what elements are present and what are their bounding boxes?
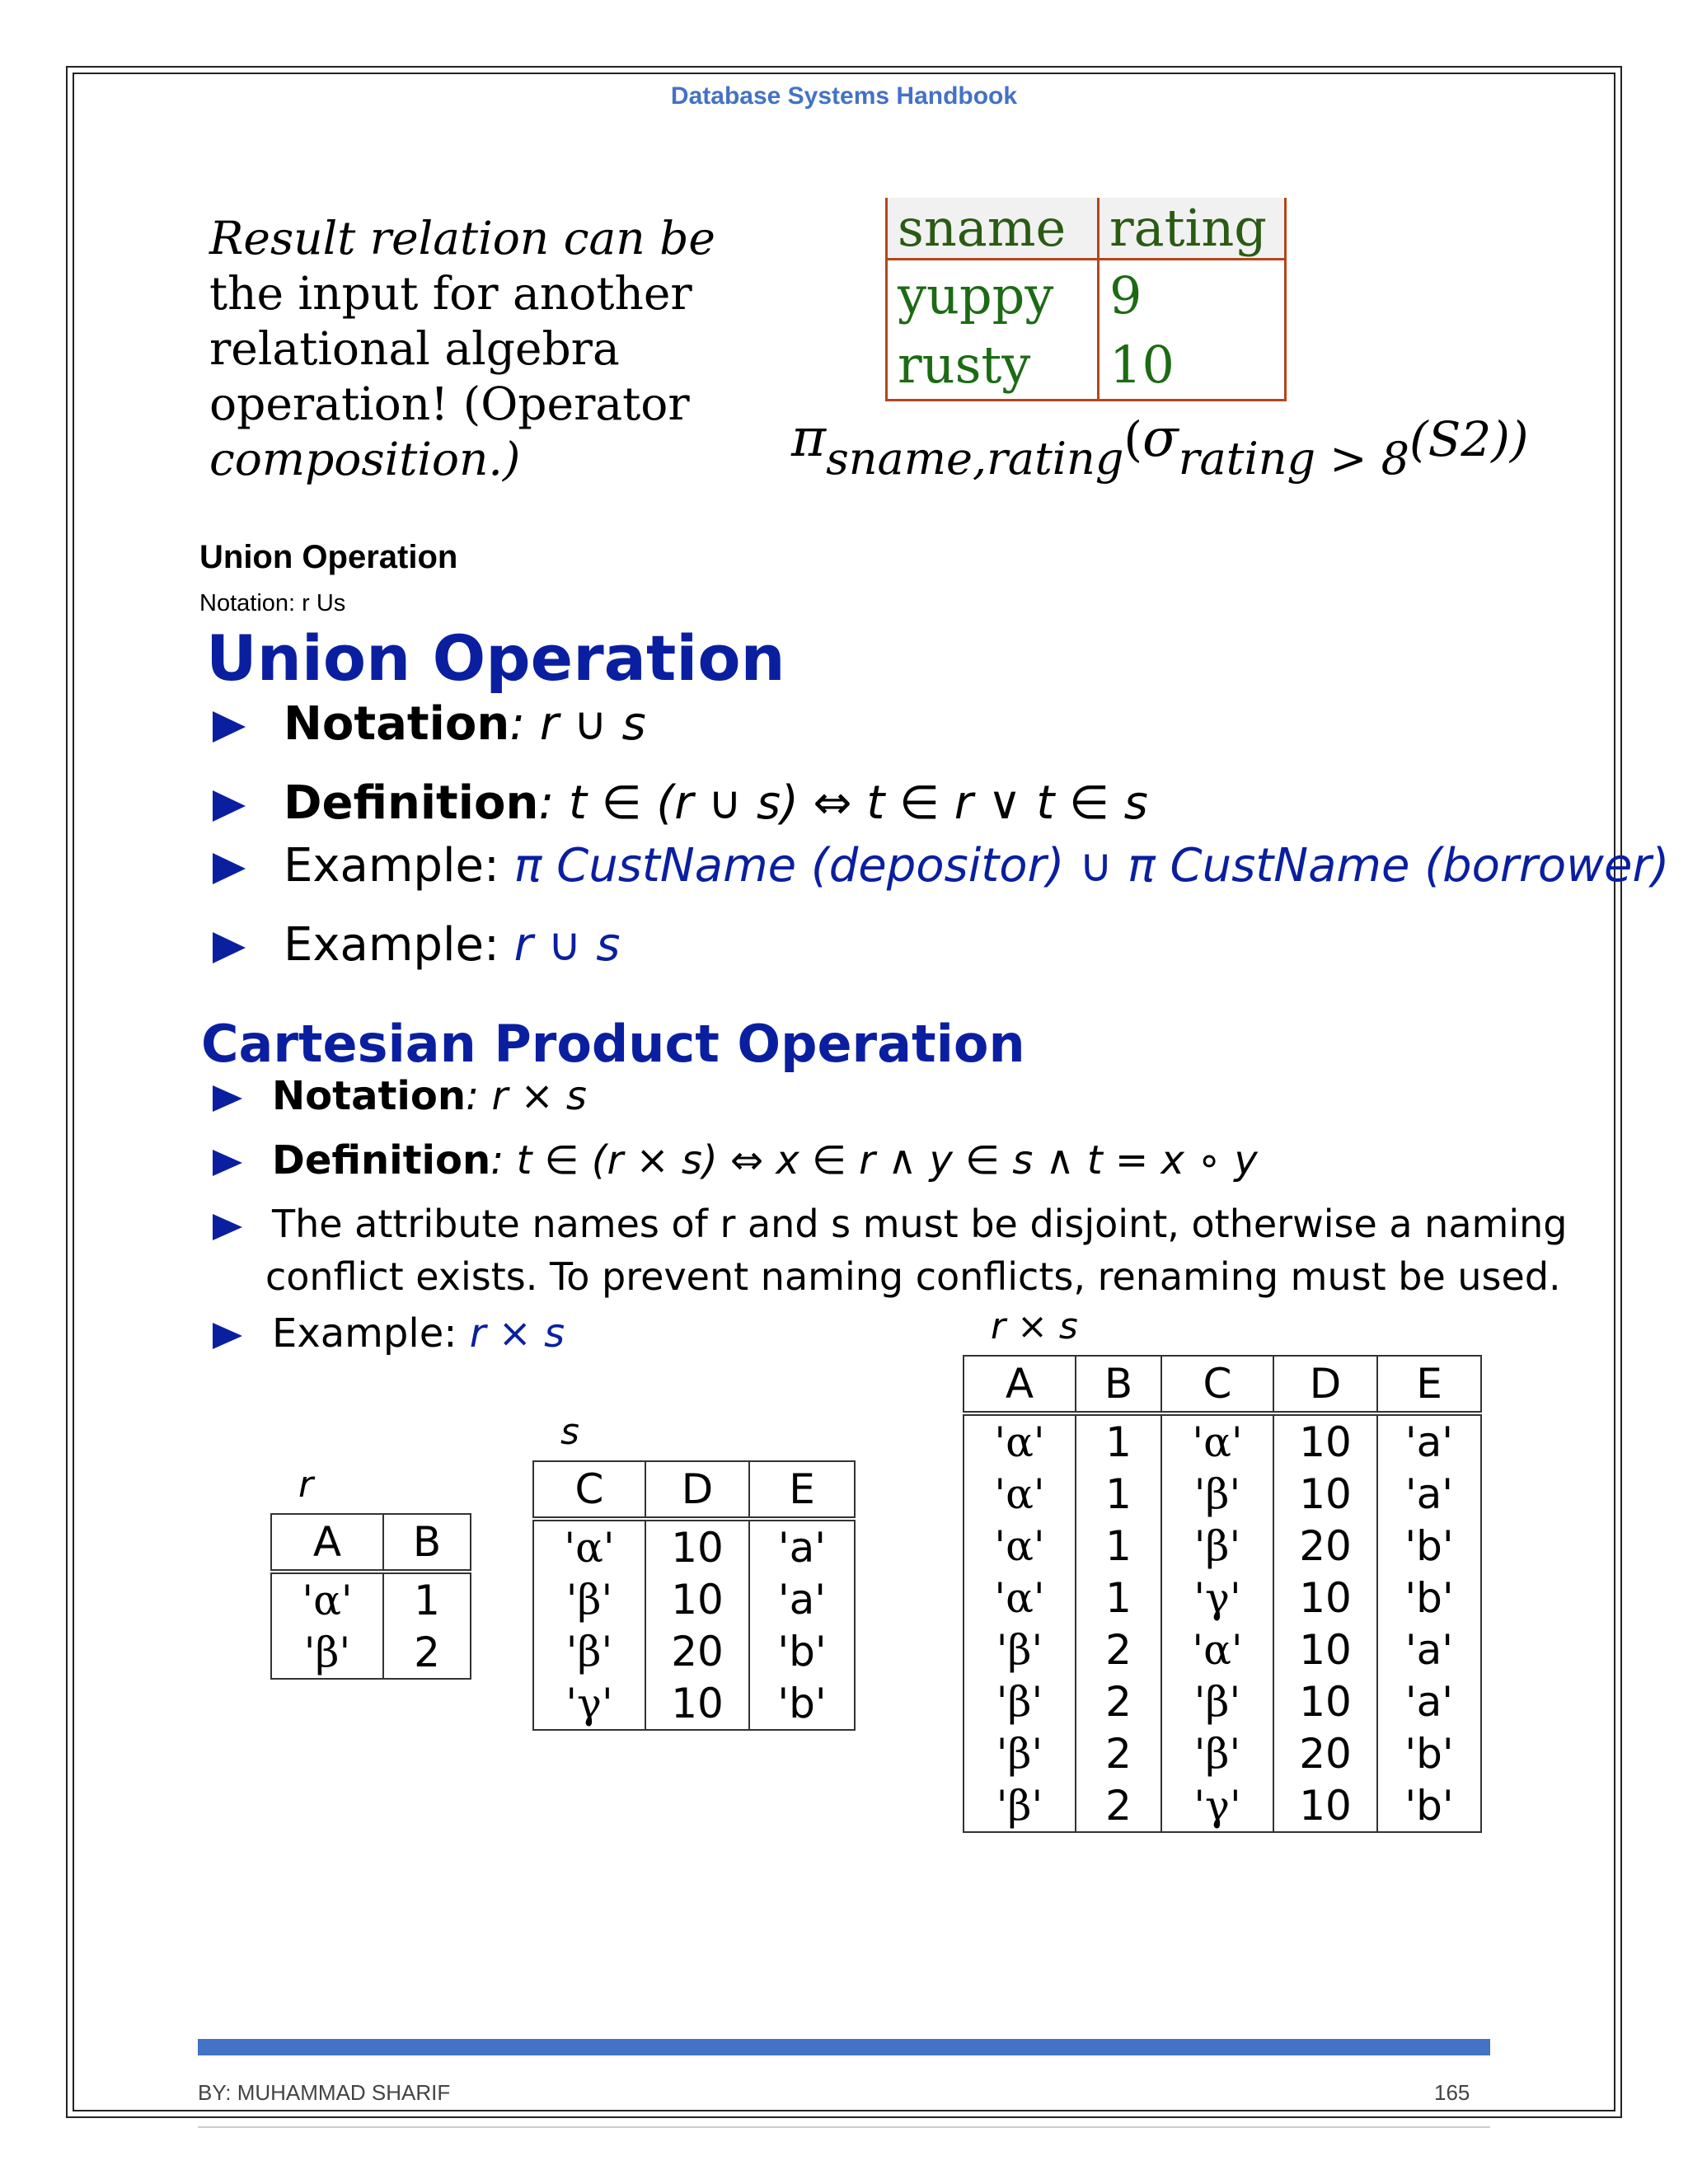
- composition-line: operation! (Operator: [209, 377, 690, 430]
- bullet-value: : r × s: [466, 1073, 587, 1119]
- sname-rating-table: [885, 198, 1287, 401]
- table-row: [533, 1573, 855, 1625]
- table-cell: 'β': [271, 1626, 383, 1679]
- bullet-label: Notation: [284, 697, 510, 751]
- cartesian-heading: Cartesian Product Operation: [201, 1014, 1025, 1074]
- table-cell: 'β': [964, 1727, 1076, 1779]
- section-note: Notation: r Us: [199, 590, 346, 616]
- footer-bar: [198, 2039, 1490, 2055]
- table-cell: 'b': [1377, 1520, 1481, 1572]
- table-cell: 'α': [964, 1572, 1076, 1624]
- cartesian-disjoint-bullet: [213, 1202, 1567, 1246]
- table-cell: 20: [1273, 1520, 1377, 1572]
- table-row: [533, 1519, 855, 1573]
- union-notation-bullet: [213, 697, 646, 751]
- table-cell: 1: [383, 1572, 471, 1626]
- composition-line: the input for another: [209, 267, 692, 320]
- column-header: B: [1076, 1356, 1161, 1413]
- table-row: [964, 1572, 1481, 1624]
- triangle-bullet-icon: [213, 1214, 242, 1240]
- page-number: 165: [1434, 2080, 1470, 2105]
- composition-line: relational algebra: [209, 322, 620, 375]
- table-cell: 'α': [271, 1572, 383, 1626]
- projection-formula: [791, 408, 1529, 485]
- triangle-bullet-icon: [213, 853, 246, 884]
- table-cell: rusty: [887, 330, 1099, 401]
- table-cell: 'b': [1377, 1727, 1481, 1779]
- table-rxs: [963, 1355, 1482, 1833]
- table-row: [887, 260, 1286, 330]
- bullet-text: The attribute names of r and s must be disjoint, otherwise a naming: [272, 1202, 1568, 1246]
- sigma-subscript: rating > 8: [1178, 433, 1409, 485]
- table-header-row: [964, 1356, 1481, 1413]
- table-cell: 'a': [749, 1519, 855, 1573]
- union-heading: Union Operation: [206, 621, 785, 695]
- table-cell: 10: [1273, 1779, 1377, 1832]
- pi-subscript: sname,rating: [826, 433, 1124, 485]
- table-row: [964, 1520, 1481, 1572]
- table-cell: 'β': [964, 1779, 1076, 1832]
- cartesian-disjoint-continuation: conflict exists. To prevent naming conflicts, renaming must be used.: [265, 1254, 1561, 1299]
- table-cell: 'a': [1377, 1413, 1481, 1468]
- paren: (: [1123, 411, 1143, 467]
- bullet-value: r × s: [469, 1310, 565, 1357]
- table-cell: 'β': [1161, 1675, 1273, 1727]
- pi-symbol: π: [791, 408, 827, 469]
- column-header: E: [1377, 1356, 1481, 1413]
- table-cell: 'α': [964, 1520, 1076, 1572]
- column-header: B: [383, 1514, 471, 1572]
- table-cell: 'a': [749, 1573, 855, 1625]
- composition-line: composition.): [209, 433, 521, 485]
- table-cell: 20: [645, 1625, 749, 1677]
- bullet-label: Example:: [284, 839, 499, 893]
- table-cell: 'β': [1161, 1468, 1273, 1520]
- table-cell: 'γ': [1161, 1572, 1273, 1624]
- table-cell: 'β': [533, 1625, 645, 1677]
- table-cell: 10: [645, 1519, 749, 1573]
- column-header: A: [271, 1514, 383, 1572]
- table-cell: 'γ': [1161, 1779, 1273, 1832]
- column-header: C: [533, 1461, 645, 1519]
- table-cell: 'β': [533, 1573, 645, 1625]
- table-row: [964, 1624, 1481, 1675]
- sigma-symbol: σ: [1142, 408, 1179, 469]
- column-header: rating: [1099, 198, 1286, 260]
- triangle-bullet-icon: [213, 711, 246, 743]
- table-cell: 'β': [1161, 1727, 1273, 1779]
- composition-text: [209, 211, 715, 487]
- bullet-label: Notation: [272, 1073, 467, 1119]
- bullet-value: : r ∪ s: [509, 697, 646, 751]
- table-cell: 'α': [1161, 1624, 1273, 1675]
- bullet-value: : t ∈ (r ∪ s) ⇔ t ∈ r ∨ t ∈ s: [538, 776, 1148, 830]
- bullet-label: Definition: [272, 1137, 491, 1183]
- bullet-label: Example:: [272, 1310, 457, 1357]
- union-example2-bullet: [213, 918, 620, 972]
- table-cell: 'α': [1161, 1413, 1273, 1468]
- table-cell: 'a': [1377, 1468, 1481, 1520]
- triangle-bullet-icon: [213, 790, 246, 822]
- column-header: D: [645, 1461, 749, 1519]
- column-header: sname: [887, 198, 1099, 260]
- union-example1-bullet: [213, 839, 1669, 893]
- table-cell: 10: [645, 1677, 749, 1730]
- footer-author: BY: MUHAMMAD SHARIF: [198, 2080, 451, 2105]
- table-cell: 'a': [1377, 1624, 1481, 1675]
- table-header-row: [533, 1461, 855, 1519]
- table-s: [532, 1460, 856, 1731]
- table-cell: 'α': [533, 1519, 645, 1573]
- composition-line: Result relation can be: [209, 212, 715, 265]
- table-row: [271, 1572, 471, 1626]
- column-header: A: [964, 1356, 1076, 1413]
- table-cell: 10: [1273, 1572, 1377, 1624]
- table-cell: 1: [1076, 1572, 1161, 1624]
- bullet-label: Example:: [284, 918, 499, 972]
- table-cell: 2: [1076, 1727, 1161, 1779]
- page-header: Database Systems Handbook: [670, 82, 1018, 110]
- triangle-bullet-icon: [213, 1150, 242, 1176]
- table-cell: 'b': [749, 1625, 855, 1677]
- table-cell: 10: [1273, 1468, 1377, 1520]
- table-cell: 10: [645, 1573, 749, 1625]
- union-definition-bullet: [213, 776, 1148, 830]
- table-cell: 10: [1273, 1624, 1377, 1675]
- table-cell: 10: [1273, 1413, 1377, 1468]
- table-row: [964, 1413, 1481, 1468]
- table-row: [964, 1779, 1481, 1832]
- bullet-label: Definition: [284, 776, 539, 830]
- table-cell: 1: [1076, 1413, 1161, 1468]
- table-row: [533, 1625, 855, 1677]
- table-cell: 'β': [1161, 1520, 1273, 1572]
- table-cell: 20: [1273, 1727, 1377, 1779]
- bullet-value: : t ∈ (r × s) ⇔ x ∈ r ∧ y ∈ s ∧ t = x ∘ y: [490, 1137, 1258, 1183]
- formula-arg: (S2)): [1409, 411, 1529, 467]
- column-header: E: [749, 1461, 855, 1519]
- table-row: [887, 330, 1286, 401]
- table-row: [964, 1727, 1481, 1779]
- table-cell: 9: [1099, 260, 1286, 330]
- table-cell: yuppy: [887, 260, 1099, 330]
- column-header: C: [1161, 1356, 1273, 1413]
- table-cell: 'b': [1377, 1779, 1481, 1832]
- triangle-bullet-icon: [213, 932, 246, 963]
- table-cell: 'a': [1377, 1675, 1481, 1727]
- table-header-row: [887, 198, 1286, 260]
- footer-divider: [198, 2126, 1490, 2128]
- bullet-value: π CustName (depositor) ∪ π CustName (borrower): [513, 839, 1670, 893]
- triangle-bullet-icon: [213, 1323, 242, 1349]
- table-cell: 'α': [964, 1413, 1076, 1468]
- table-r: [270, 1513, 471, 1680]
- table-cell: 1: [1076, 1468, 1161, 1520]
- table-cell: 'γ': [533, 1677, 645, 1730]
- table-cell: 10: [1273, 1675, 1377, 1727]
- table-cell: 'b': [749, 1677, 855, 1730]
- cartesian-notation-bullet: [213, 1073, 587, 1119]
- table-r-label: r: [298, 1464, 314, 1506]
- table-row: [964, 1468, 1481, 1520]
- table-row: [964, 1675, 1481, 1727]
- table-row: [271, 1626, 471, 1679]
- table-cell: 10: [1099, 330, 1286, 401]
- table-cell: 2: [1076, 1624, 1161, 1675]
- table-cell: 'α': [964, 1468, 1076, 1520]
- table-cell: 2: [383, 1626, 471, 1679]
- table-cell: 1: [1076, 1520, 1161, 1572]
- table-rxs-label: r × s: [991, 1305, 1078, 1347]
- triangle-bullet-icon: [213, 1085, 242, 1112]
- table-header-row: [271, 1514, 471, 1572]
- table-cell: 'b': [1377, 1572, 1481, 1624]
- table-cell: 2: [1076, 1779, 1161, 1832]
- table-cell: 'β': [964, 1624, 1076, 1675]
- cartesian-example-bullet: [213, 1310, 565, 1357]
- cartesian-definition-bullet: [213, 1137, 1258, 1183]
- table-row: [533, 1677, 855, 1730]
- section-title: Union Operation: [199, 539, 458, 575]
- table-cell: 2: [1076, 1675, 1161, 1727]
- bullet-value: r ∪ s: [513, 918, 621, 972]
- column-header: D: [1273, 1356, 1377, 1413]
- table-s-label: s: [560, 1411, 579, 1453]
- table-cell: 'β': [964, 1675, 1076, 1727]
